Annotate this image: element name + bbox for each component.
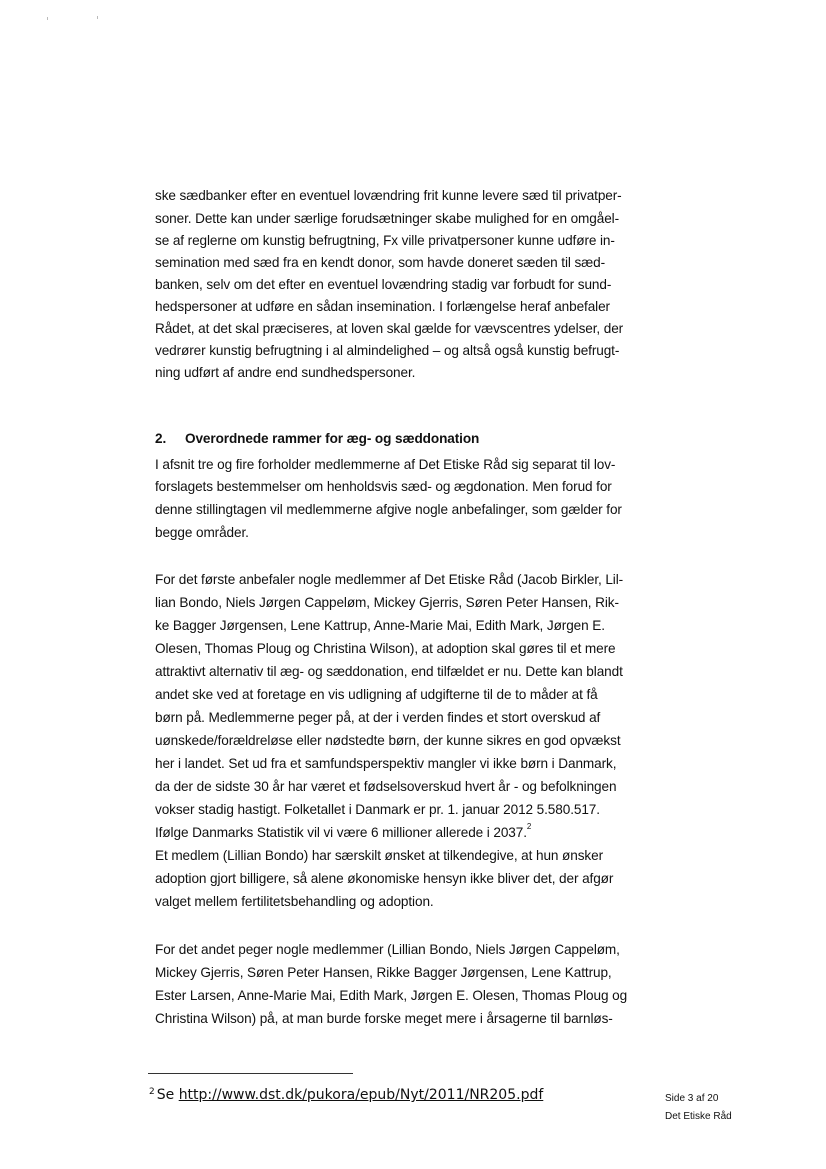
scan-speck bbox=[97, 16, 98, 19]
text-line: banken, selv om det efter en eventuel lovændring stadig var forbudt for sund- bbox=[155, 277, 612, 292]
text-line: ning udført af andre end sundhedspersoner. bbox=[155, 365, 416, 380]
text-line: For det andet peger nogle medlemmer (Lillian Bondo, Niels Jørgen Cappeløm, bbox=[155, 942, 620, 957]
text-line: adoption gjort billigere, så alene økonomiske hensyn ikke bliver det, der afgør bbox=[155, 871, 614, 886]
text-line: Ifølge Danmarks Statistik vil vi være 6 millioner allerede i 2037. bbox=[155, 825, 527, 840]
text-line: semination med sæd fra en kendt donor, som havde doneret sæden til sæd- bbox=[155, 255, 606, 270]
organization-name: Det Etiske Råd bbox=[665, 1111, 732, 1122]
text-line: andet ske ved at foretage en vis udligning af udgifterne til de to måder at få bbox=[155, 687, 598, 702]
page-info bbox=[665, 1090, 732, 1126]
text-line: hedspersoner at udføre en sådan insemination. I forlængelse heraf anbefaler bbox=[155, 299, 610, 314]
text-line: uønskede/forældreløse eller nødstedte børn, der kunne sikres en god opvækst bbox=[155, 733, 621, 748]
page-number: Side 3 af 20 bbox=[665, 1093, 719, 1104]
footnote bbox=[149, 1087, 543, 1103]
text-line: lian Bondo, Niels Jørgen Cappeløm, Mickey Gjerris, Søren Peter Hansen, Rik- bbox=[155, 595, 619, 610]
text-line: valget mellem fertilitetsbehandling og adoption. bbox=[155, 894, 434, 909]
scan-speck bbox=[47, 17, 48, 20]
text-line: begge områder. bbox=[155, 525, 249, 540]
footnote-separator bbox=[148, 1073, 353, 1074]
text-line: Olesen, Thomas Ploug og Christina Wilson), at adoption skal gøres til et mere bbox=[155, 641, 616, 656]
text-line: I afsnit tre og fire forholder medlemmerne af Det Etiske Råd sig separat til lov- bbox=[155, 457, 616, 472]
footnote-link[interactable]: http://www.dst.dk/pukora/epub/Nyt/2011/NR205.pdf bbox=[178, 1087, 544, 1103]
text-line: Rådet, at det skal præciseres, at loven skal gælde for vævscentres ydelser, der bbox=[155, 321, 624, 336]
text-line-with-footnote bbox=[155, 824, 531, 842]
section-number: 2. bbox=[155, 431, 167, 446]
text-line: da der de sidste 30 år har været et fødselsoverskud hvert år - og befolkningen bbox=[155, 779, 617, 794]
text-line: børn på. Medlemmerne peger på, at der i verden findes et stort overskud af bbox=[155, 710, 601, 725]
footnote-mark: 2 bbox=[149, 1087, 155, 1097]
text-line: soner. Dette kan under særlige forudsætninger skabe mulighed for en omgåel- bbox=[155, 211, 620, 226]
text-line: ske sædbanker efter en eventuel lovændring frit kunne levere sæd til privatper- bbox=[155, 188, 622, 203]
section-heading bbox=[155, 430, 479, 448]
text-line: se af reglerne om kunstig befrugtning, Fx ville privatpersoner kunne udføre in- bbox=[155, 233, 615, 248]
text-line: forslagets bestemmelser om henholdsvis sæd- og ægdonation. Men forud for bbox=[155, 479, 612, 494]
text-line: vedrører kunstig befrugtning i al almindelighed – og altså også kunstig befrugt- bbox=[155, 343, 620, 358]
footnote-reference[interactable]: 2 bbox=[526, 822, 532, 832]
footnote-prefix: Se bbox=[156, 1087, 175, 1103]
text-line: Mickey Gjerris, Søren Peter Hansen, Rikke Bagger Jørgensen, Lene Kattrup, bbox=[155, 965, 612, 980]
text-line: ke Bagger Jørgensen, Lene Kattrup, Anne-Marie Mai, Edith Mark, Jørgen E. bbox=[155, 618, 605, 633]
text-line: vokser stadig hastigt. Folketallet i Danmark er pr. 1. januar 2012 5.580.517. bbox=[155, 802, 600, 817]
text-line: Ester Larsen, Anne-Marie Mai, Edith Mark, Jørgen E. Olesen, Thomas Ploug og bbox=[155, 988, 628, 1003]
text-line: denne stillingtagen vil medlemmerne afgive nogle anbefalinger, som gælder for bbox=[155, 502, 622, 517]
text-line: For det første anbefaler nogle medlemmer af Det Etiske Råd (Jacob Birkler, Lil- bbox=[155, 572, 624, 587]
text-line: Et medlem (Lillian Bondo) har særskilt ønsket at tilkendegive, at hun ønsker bbox=[155, 848, 603, 863]
text-line: Christina Wilson) på, at man burde forske meget mere i årsagerne til barnløs- bbox=[155, 1011, 613, 1026]
text-line: attraktivt alternativ til æg- og sæddonation, end tilfældet er nu. Dette kan blandt bbox=[155, 664, 623, 679]
section-title: Overordnede rammer for æg- og sæddonation bbox=[185, 431, 480, 446]
text-line: her i landet. Set ud fra et samfundsperspektiv mangler vi ikke børn i Danmark, bbox=[155, 756, 617, 771]
